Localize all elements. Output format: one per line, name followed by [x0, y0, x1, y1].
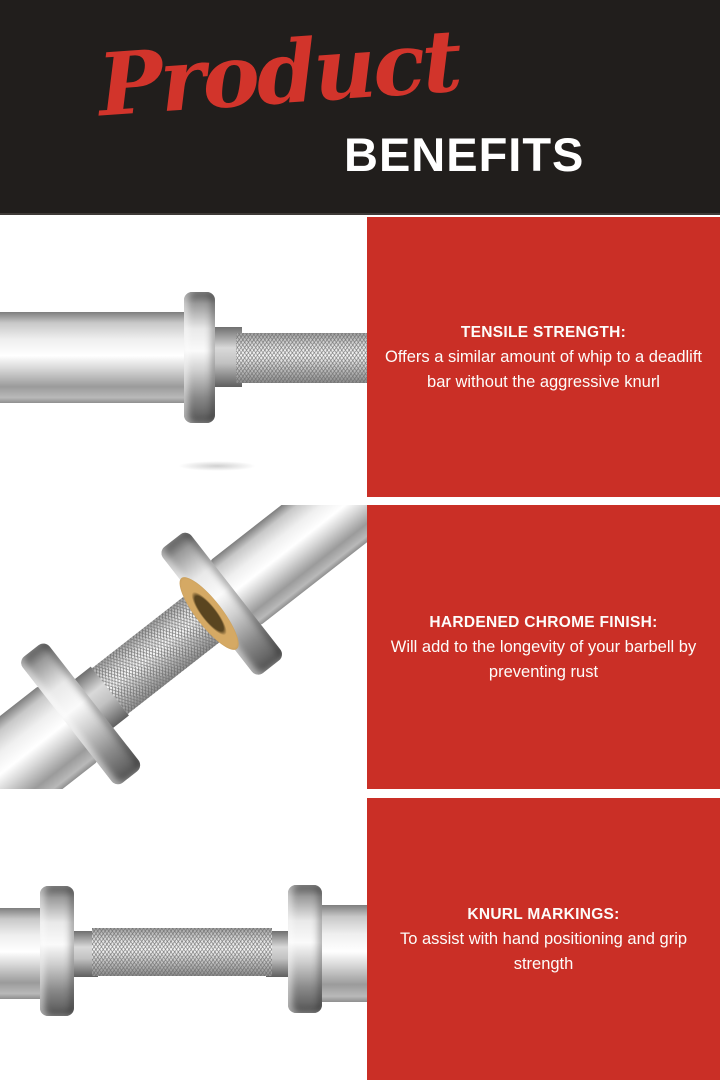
barbell-collar-shape	[184, 292, 215, 423]
benefit-body: Offers a similar amount of whip to a deadlift bar without the aggressive knurl	[384, 347, 702, 391]
barbell-knurl-shape	[92, 928, 272, 976]
diagonal-barbell-assembly	[0, 505, 367, 789]
benefit-row-tensile-strength	[0, 215, 720, 497]
photo-shadow	[178, 461, 256, 471]
benefit-card-chrome-finish	[367, 505, 720, 789]
benefit-body: Will add to the longevity of your barbell by preventing rust	[390, 637, 697, 681]
benefit-row-knurl-markings	[0, 798, 720, 1080]
benefit-body: To assist with hand positioning and grip strength	[399, 929, 688, 973]
header-block-title: BENEFITS	[344, 128, 585, 181]
barbell-sleeve-shape	[0, 312, 188, 403]
benefit-card-tensile-strength	[367, 215, 720, 497]
barbell-collar-bushing-photo	[0, 505, 367, 789]
barbell-knurl-handle-photo	[0, 798, 367, 1080]
header-banner	[0, 0, 720, 215]
benefit-card-knurl-markings	[367, 798, 720, 1080]
benefit-heading: KNURL MARKINGS:	[467, 905, 620, 923]
barbell-knurl-shape	[236, 333, 367, 383]
barbell-sleeve-shape	[318, 905, 367, 1002]
barbell-sleeve-knurl-photo	[0, 215, 367, 497]
barbell-collar-shape	[288, 885, 322, 1013]
benefit-heading: TENSILE STRENGTH:	[460, 323, 627, 341]
benefit-row-chrome-finish	[0, 505, 720, 789]
header-script-title: Product	[94, 10, 463, 137]
barbell-collar-shape	[40, 886, 74, 1016]
benefit-heading: HARDENED CHROME FINISH:	[429, 613, 658, 631]
